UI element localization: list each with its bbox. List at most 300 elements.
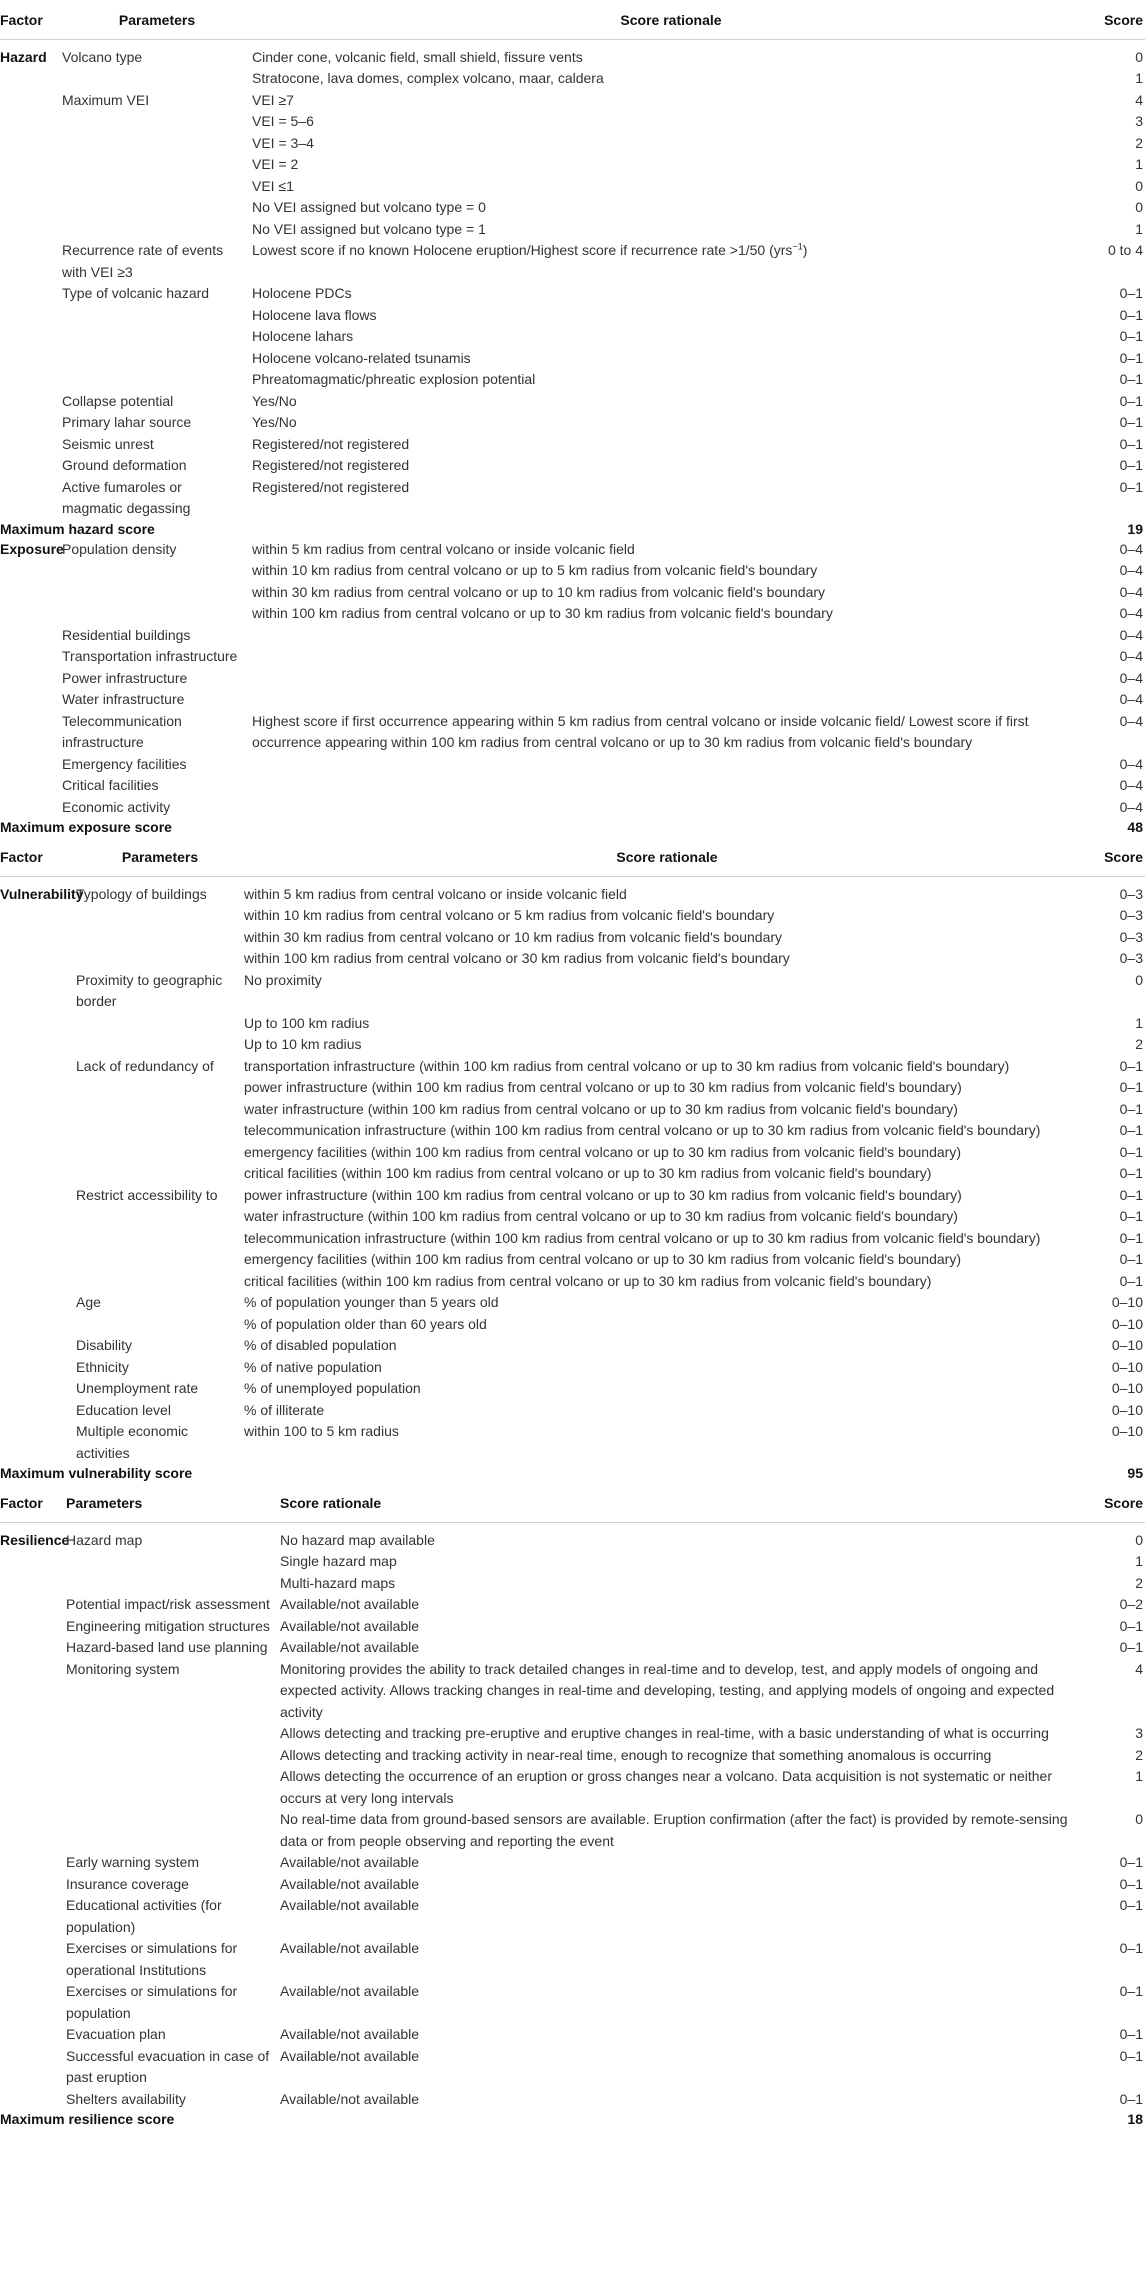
table-row	[0, 2024, 1145, 2046]
score-rationale-cell: Available/not available	[280, 1940, 420, 1956]
parameter-cell: Collapse potential	[62, 392, 174, 409]
table-row	[0, 1874, 1145, 1896]
factor-cell	[0, 1228, 76, 1250]
score-cell: 0–1	[1119, 1100, 1143, 1117]
parameter-cell: Transportation infrastructure	[62, 648, 238, 664]
table-row	[0, 1852, 1145, 1874]
score-cell: 0–4	[1119, 626, 1143, 643]
score-cell: 0–1	[1119, 349, 1143, 366]
table-row	[0, 133, 1145, 155]
factor-cell	[0, 412, 62, 434]
parameter-cell	[76, 1034, 244, 1056]
table-row	[0, 176, 1145, 198]
parameter-cell: Engineering mitigation structures	[66, 1617, 270, 1634]
shared-score-rationale: Highest score if first occurrence appearing within 5 km radius from central volcano or inside volcanic field/ Lowest score if first occurrence appearing within 100 km radius from central volcano or up to 30 km radius from volcanic field's boundary	[252, 712, 1029, 750]
factor-cell	[0, 477, 62, 520]
parameter-cell: Ethnicity	[76, 1358, 129, 1375]
score-rationale-cell: Stratocone, lava domes, complex volcano, maar, caldera	[252, 70, 604, 86]
parameter-cell	[62, 111, 252, 133]
header-parameters: Parameters	[76, 837, 244, 876]
table-row	[0, 1163, 1145, 1185]
score-cell: 0–1	[1119, 1122, 1143, 1138]
score-cell: 0–1	[1119, 1251, 1143, 1267]
factor-cell	[0, 1981, 66, 2024]
header-factor: Factor	[0, 0, 62, 39]
table-row	[0, 539, 1145, 561]
score-cell: 0–1	[1119, 328, 1143, 344]
score-cell: 0–4	[1119, 583, 1143, 600]
score-rationale-cell: emergency facilities (within 100 km radius from central volcano or up to 30 km radius from volcanic field's boundary)	[244, 1143, 961, 1160]
factor-cell	[0, 1314, 76, 1336]
score-cell: 3	[1135, 113, 1143, 129]
score-cell: 0–10	[1111, 1315, 1143, 1332]
parameter-cell: Multiple economic activities	[76, 1423, 189, 1461]
factor-cell	[0, 1874, 66, 1896]
parameter-cell: Population density	[62, 540, 177, 557]
factor-cell	[0, 2089, 66, 2111]
score-rationale-cell: water infrastructure (within 100 km radius from central volcano or up to 30 km radius from volcanic field's boundary)	[244, 1208, 958, 1224]
score-cell: 0–1	[1119, 2047, 1143, 2064]
score-rationale-cell: No hazard map available	[280, 1531, 435, 1548]
factor-cell	[0, 1637, 66, 1659]
score-rationale-cell: Available/not available	[280, 2047, 420, 2064]
table-row	[0, 348, 1145, 370]
factor-cell	[0, 582, 62, 604]
factor-cell	[0, 1056, 76, 1078]
parameter-cell	[76, 948, 244, 970]
factor-cell	[0, 1099, 76, 1121]
table-header-row	[0, 1483, 1145, 1522]
factor-cell: Resilience	[0, 1531, 70, 1548]
score-rationale-cell: % of illiterate	[244, 1401, 325, 1418]
score-rationale-cell: Available/not available	[280, 1617, 420, 1634]
parameter-cell: Lack of redundancy of	[76, 1057, 214, 1074]
factor-cell	[0, 646, 62, 668]
resilience-body	[0, 1522, 1145, 2129]
table-row	[0, 876, 1145, 905]
factor-cell	[0, 455, 62, 477]
factor-cell	[0, 1249, 76, 1271]
score-rationale-cell: Available/not available	[280, 1983, 420, 1999]
score-cell: 0–1	[1119, 457, 1143, 473]
factor-cell	[0, 1895, 66, 1938]
table-row	[0, 1637, 1145, 1659]
parameter-cell	[62, 603, 252, 625]
parameter-cell	[62, 154, 252, 176]
table-row	[0, 283, 1145, 305]
factor-cell	[0, 1357, 76, 1379]
score-rationale-cell: critical facilities (within 100 km radius from central volcano or up to 30 km radius from volcanic field's boundary)	[244, 1272, 932, 1289]
table-row	[0, 1249, 1145, 1271]
score-cell: 0–1	[1119, 1079, 1143, 1095]
table-row	[0, 905, 1145, 927]
score-cell: 0–10	[1111, 1337, 1143, 1353]
table-row	[0, 1981, 1145, 2024]
parameter-cell	[62, 348, 252, 370]
max-score-row	[0, 520, 1145, 539]
parameter-cell	[62, 326, 252, 348]
parameter-cell	[62, 305, 252, 327]
score-rationale-cell: Available/not available	[280, 1897, 420, 1913]
factor-cell	[0, 1378, 76, 1400]
score-cell: 0–1	[1119, 2026, 1143, 2042]
factor-cell	[0, 240, 62, 283]
score-cell: 0–1	[1119, 1940, 1143, 1956]
score-rationale-cell: power infrastructure (within 100 km radius from central volcano or up to 30 km radius from volcanic field's boundary)	[244, 1186, 962, 1203]
score-rationale-cell: No VEI assigned but volcano type = 0	[252, 199, 486, 215]
score-cell: 0–10	[1111, 1423, 1143, 1439]
table-row	[0, 1271, 1145, 1293]
score-cell: 4	[1135, 1660, 1143, 1677]
score-rationale-cell: Registered/not registered	[252, 478, 410, 495]
factor-cell	[0, 1120, 76, 1142]
score-rationale-cell: % of population older than 60 years old	[244, 1315, 487, 1332]
table-row	[0, 1400, 1145, 1422]
recurrence-rationale-text: Lowest score if no known Holocene eruption/Highest score if recurrence rate >1/50 (yrs	[252, 242, 793, 258]
score-cell: 0–1	[1119, 2090, 1143, 2107]
score-cell: 0–3	[1119, 928, 1143, 945]
factor-cell	[0, 1745, 66, 1767]
table-row	[0, 90, 1145, 112]
table-row	[0, 1206, 1145, 1228]
factor-cell	[0, 625, 62, 647]
factor-cell	[0, 1163, 76, 1185]
factor-cell	[0, 711, 62, 754]
score-rationale-cell: Allows detecting and tracking activity in near-real time, enough to recognize that something anomalous is occurring	[280, 1746, 992, 1763]
max-score-value: 18	[1127, 2111, 1143, 2127]
max-score-label: Maximum hazard score	[0, 520, 155, 537]
factor-cell	[0, 1400, 76, 1422]
score-cell: 2	[1135, 134, 1143, 151]
parameter-cell: Ground deformation	[62, 457, 187, 473]
header-score: Score	[1090, 0, 1145, 39]
parameter-cell: Insurance coverage	[66, 1875, 189, 1892]
hazard-exposure-body	[0, 39, 1145, 837]
factor-cell	[0, 1723, 66, 1745]
score-cell: 0–4	[1119, 691, 1143, 707]
table-row	[0, 646, 1145, 668]
parameter-cell	[76, 1228, 244, 1250]
score-rationale-cell: No VEI assigned but volcano type = 1	[252, 220, 486, 237]
score-cell: 0–1	[1119, 1057, 1143, 1074]
factor-cell	[0, 219, 62, 241]
score-rationale-cell: Registered/not registered	[252, 435, 410, 452]
table-row	[0, 1938, 1145, 1981]
score-cell: 2	[1135, 1036, 1143, 1052]
score-rationale-cell: Allows detecting and tracking pre-eruptive and eruptive changes in real-time, with a basic understanding of what is occurring	[280, 1725, 1049, 1741]
factor-cell	[0, 283, 62, 305]
score-rationale-cell: within 100 km radius from central volcano or 30 km radius from volcanic field's boundary	[244, 950, 790, 966]
score-cell: 1	[1135, 1768, 1143, 1784]
score-cell: 0 to 4	[1107, 242, 1143, 258]
parameter-cell: Hazard-based land use planning	[66, 1639, 268, 1655]
score-cell: 0–1	[1119, 478, 1143, 495]
score-cell: 0–4	[1119, 648, 1143, 664]
header-score-rationale: Score rationale	[244, 837, 1090, 876]
score-rationale-cell: Available/not available	[280, 1875, 420, 1892]
score-cell: 0–10	[1111, 1294, 1143, 1310]
table-row	[0, 1551, 1145, 1573]
factor-cell: Vulnerability	[0, 885, 84, 902]
header-factor: Factor	[0, 837, 76, 876]
vulnerability-body	[0, 876, 1145, 1483]
table-row	[0, 305, 1145, 327]
score-cell: 0	[1135, 177, 1143, 194]
score-cell: 0	[1135, 1811, 1143, 1827]
factor-cell	[0, 603, 62, 625]
parameter-cell	[62, 582, 252, 604]
score-rationale-cell: % of population younger than 5 years old	[244, 1294, 499, 1310]
score-rationale-cell: critical facilities (within 100 km radius from central volcano or up to 30 km radius from volcanic field's boundary)	[244, 1165, 932, 1181]
score-rationale-cell: Up to 100 km radius	[244, 1014, 370, 1031]
score-cell: 1	[1135, 220, 1143, 237]
score-rationale-cell: No proximity	[244, 971, 322, 988]
table-row	[0, 1723, 1145, 1745]
table-row	[0, 1895, 1145, 1938]
table-row	[0, 197, 1145, 219]
table-row	[0, 1013, 1145, 1035]
max-score-value: 95	[1127, 1465, 1143, 1481]
score-rationale-cell: Phreatomagmatic/phreatic explosion potential	[252, 371, 536, 387]
score-cell: 0–4	[1119, 605, 1143, 621]
factor-cell	[0, 1551, 66, 1573]
score-rationale-cell: Holocene PDCs	[252, 285, 352, 301]
factor-cell	[0, 176, 62, 198]
score-rationale-cell: Cinder cone, volcanic field, small shield, fissure vents	[252, 48, 583, 65]
score-rationale-cell: within 30 km radius from central volcano or up to 10 km radius from volcanic field's boundary	[252, 583, 826, 600]
parameter-cell	[62, 219, 252, 241]
factor-cell	[0, 154, 62, 176]
header-score-rationale: Score rationale	[252, 0, 1090, 39]
header-score-rationale: Score rationale	[280, 1483, 1090, 1522]
factor-cell	[0, 1335, 76, 1357]
factor-cell	[0, 133, 62, 155]
score-cell: 0–1	[1119, 285, 1143, 301]
parameter-cell: Shelters availability	[66, 2090, 186, 2107]
score-rationale-cell: Allows detecting the occurrence of an eruption or gross changes near a volcano. Data acquisition is not systematic or neither occurs at very long intervals	[280, 1768, 1052, 1806]
factor-cell	[0, 1034, 76, 1056]
score-cell: 0–10	[1111, 1380, 1143, 1396]
factor-cell	[0, 434, 62, 456]
table-header-row	[0, 0, 1145, 39]
max-score-label: Maximum resilience score	[0, 2111, 175, 2127]
table-row	[0, 68, 1145, 90]
score-cell: 0–1	[1119, 1854, 1143, 1870]
parameter-cell: Potential impact/risk assessment	[66, 1596, 270, 1612]
factor-cell	[0, 948, 76, 970]
factor-cell	[0, 689, 62, 711]
score-cell: 0–1	[1119, 1186, 1143, 1203]
table-row	[0, 1314, 1145, 1336]
score-cell: 1	[1135, 156, 1143, 172]
parameter-cell	[66, 1723, 280, 1745]
max-score-label: Maximum vulnerability score	[0, 1465, 193, 1481]
score-cell: 2	[1135, 1746, 1143, 1763]
score-cell: 0	[1135, 1531, 1143, 1548]
max-score-value: 19	[1127, 520, 1143, 537]
score-cell: 1	[1135, 1553, 1143, 1569]
score-cell: 0–1	[1119, 1897, 1143, 1913]
per-year-exponent: −1	[792, 241, 803, 252]
score-cell: 0–4	[1119, 798, 1143, 815]
score-rationale-cell: within 100 km radius from central volcano or up to 30 km radius from volcanic field's boundary	[252, 605, 833, 621]
parameter-cell	[62, 197, 252, 219]
factor-cell	[0, 1616, 66, 1638]
parameter-cell: Primary lahar source	[62, 414, 192, 430]
factor-cell	[0, 1573, 66, 1595]
factor-cell	[0, 970, 76, 1013]
parameter-cell: Hazard map	[66, 1531, 143, 1548]
score-rationale-cell: Available/not available	[280, 1854, 420, 1870]
table-row	[0, 1659, 1145, 1724]
table-row	[0, 1522, 1145, 1551]
header-factor: Factor	[0, 1483, 66, 1522]
score-cell: 0–4	[1119, 562, 1143, 578]
parameter-cell	[76, 1120, 244, 1142]
score-cell: 0–1	[1119, 1165, 1143, 1181]
score-rationale-cell: VEI = 3–4	[252, 134, 314, 151]
table-row	[0, 240, 1145, 283]
score-rationale-cell: Available/not available	[280, 2090, 420, 2107]
score-cell: 0–4	[1119, 669, 1143, 686]
score-cell: 0–3	[1119, 950, 1143, 966]
table-row	[0, 1378, 1145, 1400]
score-rationale-cell: Single hazard map	[280, 1553, 397, 1569]
factor-cell	[0, 1938, 66, 1981]
table-row	[0, 1292, 1145, 1314]
factor-cell	[0, 1271, 76, 1293]
parameter-cell: Monitoring system	[66, 1660, 180, 1677]
factor-cell: Hazard	[0, 48, 47, 65]
table-row	[0, 1421, 1145, 1464]
score-rationale-cell: telecommunication infrastructure (within 100 km radius from central volcano or up to 30 km radius from volcanic field's boundary)	[244, 1122, 1041, 1138]
parameter-cell	[62, 369, 252, 391]
score-rationale-cell: VEI ≥7	[252, 91, 294, 108]
score-cell: 0–2	[1119, 1596, 1143, 1612]
score-rationale-cell: Available/not available	[280, 1596, 420, 1612]
factor-cell	[0, 68, 62, 90]
factor-cell	[0, 927, 76, 949]
score-cell: 4	[1135, 91, 1143, 108]
resilience-table	[0, 1483, 1145, 2129]
table-row	[0, 111, 1145, 133]
factor-cell	[0, 369, 62, 391]
table-header-row	[0, 837, 1145, 876]
factor-cell: Exposure	[0, 540, 64, 557]
max-score-value: 48	[1127, 819, 1143, 835]
score-rationale-cell: % of native population	[244, 1358, 382, 1375]
parameter-cell	[76, 1249, 244, 1271]
score-rationale-cell: within 5 km radius from central volcano or inside volcanic field	[244, 885, 627, 902]
factor-cell	[0, 1013, 76, 1035]
score-cell: 3	[1135, 1725, 1143, 1741]
score-rationale-cell: VEI = 2	[252, 156, 299, 172]
max-score-label: Maximum exposure score	[0, 819, 172, 835]
score-cell: 0–1	[1119, 1983, 1143, 1999]
parameter-cell: Proximity to geographic border	[76, 971, 223, 1009]
factor-cell	[0, 1852, 66, 1874]
score-cell: 0–1	[1119, 1875, 1143, 1892]
score-cell: 0–10	[1111, 1358, 1143, 1375]
table-row	[0, 970, 1145, 1013]
table-row	[0, 2046, 1145, 2089]
table-row	[0, 1120, 1145, 1142]
score-cell: 0	[1135, 199, 1143, 215]
table-row	[0, 1034, 1145, 1056]
score-rationale-cell: No real-time data from ground-based sensors are available. Eruption confirmation (after the fact) is provided by remote-sensing data or from people observing and reporting the event	[280, 1811, 1068, 1849]
score-rationale-cell: water infrastructure (within 100 km radius from central volcano or up to 30 km radius from volcanic field's boundary)	[244, 1100, 958, 1117]
parameter-cell: Disability	[76, 1337, 133, 1353]
parameter-cell	[76, 1013, 244, 1035]
parameter-cell	[62, 176, 252, 198]
score-rationale-cell: within 30 km radius from central volcano or 10 km radius from volcanic field's boundary	[244, 928, 783, 945]
parameter-cell: Volcano type	[62, 48, 143, 65]
table-row	[0, 1616, 1145, 1638]
parameter-cell: Exercises or simulations for population	[66, 1983, 238, 2021]
factor-cell	[0, 2046, 66, 2089]
score-rationale-cell: transportation infrastructure (within 100 km radius from central volcano or up to 30 km radius from volcanic field's boundary)	[244, 1057, 1010, 1074]
score-rationale-cell: Available/not available	[280, 2026, 420, 2042]
factor-cell	[0, 1077, 76, 1099]
score-rationale-cell: Monitoring provides the ability to track detailed changes in real-time and to develop, test, and apply models of ongoing and expected activity. Allows tracking changes in real-time and developing, testing, and applying models of ongoing and expected activity	[280, 1660, 1055, 1720]
table-row	[0, 1594, 1145, 1616]
parameter-cell: Age	[76, 1294, 101, 1310]
score-cell: 0–4	[1119, 540, 1143, 557]
score-cell: 1	[1135, 1014, 1143, 1031]
factor-cell	[0, 1594, 66, 1616]
score-cell: 0–4	[1119, 777, 1143, 793]
table-row	[0, 1766, 1145, 1809]
factor-cell	[0, 905, 76, 927]
parameter-cell	[66, 1745, 280, 1767]
score-cell: 0–1	[1119, 1229, 1143, 1246]
score-rationale-cell: power infrastructure (within 100 km radius from central volcano or up to 30 km radius from volcanic field's boundary)	[244, 1079, 962, 1095]
score-cell: 0	[1135, 48, 1143, 65]
factor-cell	[0, 111, 62, 133]
factor-cell	[0, 348, 62, 370]
max-score-row	[0, 1464, 1145, 1483]
score-rationale-cell: within 5 km radius from central volcano or inside volcanic field	[252, 540, 635, 557]
factor-cell	[0, 1185, 76, 1207]
parameter-cell: Evacuation plan	[66, 2026, 166, 2042]
score-rationale-cell: Holocene lahars	[252, 328, 354, 344]
score-cell: 0–1	[1119, 1272, 1143, 1289]
parameter-cell: Emergency facilities	[62, 755, 187, 772]
factor-cell	[0, 797, 62, 819]
parameter-cell: Restrict accessibility to	[76, 1186, 218, 1203]
max-score-row	[0, 2110, 1145, 2129]
vulnerability-table	[0, 837, 1145, 1483]
table-row	[0, 927, 1145, 949]
parameter-cell	[66, 1766, 280, 1809]
score-rationale-cell: Registered/not registered	[252, 457, 410, 473]
parameter-cell	[76, 1077, 244, 1099]
parameter-cell	[62, 133, 252, 155]
table-row	[0, 391, 1145, 413]
parameter-cell: Critical facilities	[62, 777, 159, 793]
table-row	[0, 948, 1145, 970]
table-row	[0, 1077, 1145, 1099]
score-rationale-cell: telecommunication infrastructure (within 100 km radius from central volcano or up to 30 km radius from volcanic field's boundary)	[244, 1229, 1041, 1246]
header-score: Score	[1090, 837, 1145, 876]
parameter-cell: Unemployment rate	[76, 1380, 199, 1396]
header-parameters: Parameters	[62, 0, 252, 39]
hazard-exposure-table	[0, 0, 1145, 837]
factor-cell	[0, 1659, 66, 1724]
header-score: Score	[1090, 1483, 1145, 1522]
factor-cell	[0, 1766, 66, 1809]
parameter-cell: Educational activities (for population)	[66, 1897, 222, 1935]
